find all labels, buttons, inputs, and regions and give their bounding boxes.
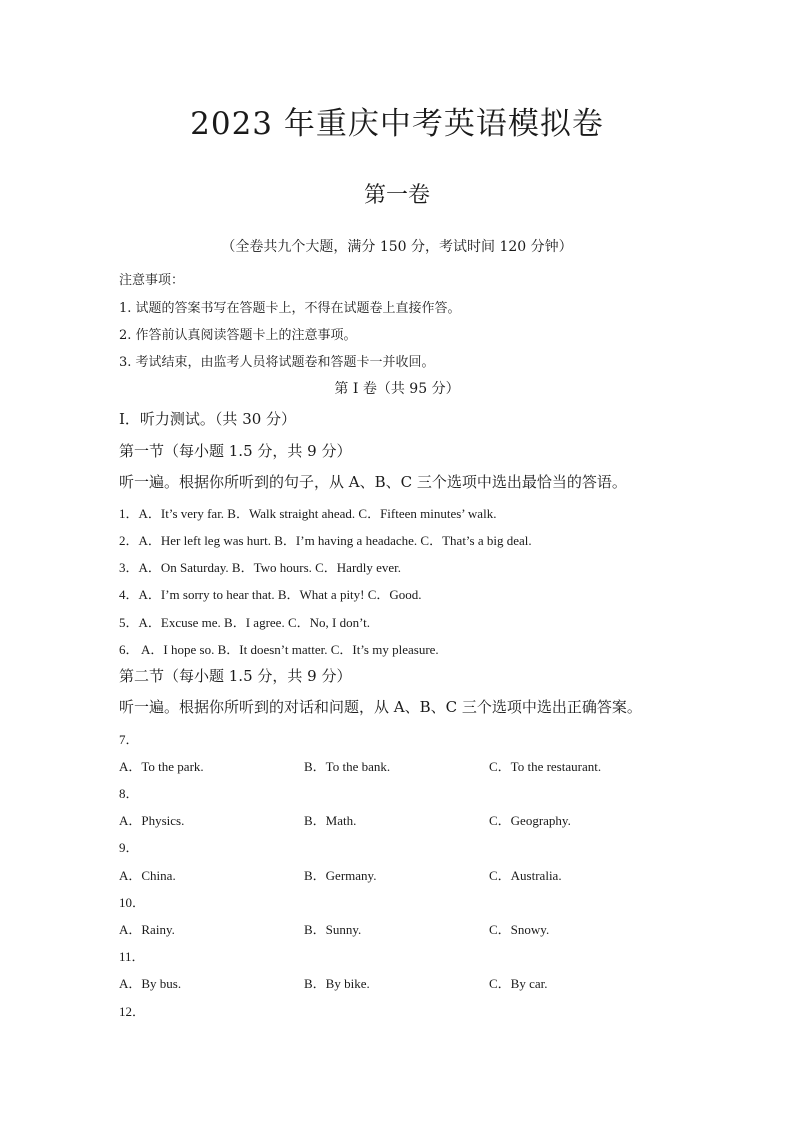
option-b: B．To the bank. [304, 759, 391, 774]
question-number: 9． [119, 840, 139, 855]
option-a: A．To the park. [119, 759, 204, 774]
question-row: 5．A．Excuse me. B．I agree. C．No, I don’t. [119, 615, 371, 630]
note-item: 3. 考试结束，由监考人员将试题卷和答题卡一并收回。 [119, 355, 435, 370]
page-title: 2023 年重庆中考英语模拟卷 [190, 106, 604, 142]
question-row: 4．A．I’m sorry to hear that. B．What a pity! C．Good. [119, 587, 422, 602]
note-item: 2. 作答前认真阅读答题卡上的注意事项。 [119, 328, 357, 343]
notes-heading: 注意事项： [119, 273, 185, 288]
option-b: B．Germany. [304, 868, 377, 883]
option-c: C．Snowy. [489, 922, 550, 937]
question-row: 2．A．Her left leg was hurt. B．I’m having a headache. C．That’s a big deal. [119, 533, 532, 548]
question-number: 7． [119, 732, 139, 747]
sub-section-heading: 第二节（每小题 1.5 分，共 9 分） [119, 667, 352, 685]
option-c: C．By car. [489, 976, 548, 991]
question-number: 11． [119, 949, 145, 964]
option-c: C．To the restaurant. [489, 759, 602, 774]
question-number: 10． [119, 895, 146, 910]
sub-section-instruction: 听一遍。根据你所听到的句子，从 A、B、C 三个选项中选出最恰当的答语。 [119, 473, 627, 491]
question-row: 1．A．It’s very far. B．Walk straight ahead. C．Fifteen minutes’ walk. [119, 506, 497, 521]
sub-section-instruction: 听一遍。根据你所听到的对话和问题，从 A、B、C 三个选项中选出正确答案。 [119, 698, 642, 716]
option-c: C．Geography. [489, 813, 571, 828]
part-title: 第 I 卷（共 95 分） [334, 381, 460, 397]
option-a: A．China. [119, 868, 176, 883]
option-a: A．Physics. [119, 813, 185, 828]
option-b: B．Sunny. [304, 922, 362, 937]
section-title: Ⅰ．听力测试。（共 30 分） [119, 410, 297, 428]
volume-title: 第一卷 [363, 183, 430, 208]
option-b: B．Math. [304, 813, 357, 828]
question-row: 6． A．I hope so. B．It doesn’t matter. C．It’s my pleasure. [119, 642, 439, 657]
question-number: 12． [119, 1004, 146, 1019]
option-c: C．Australia. [489, 868, 562, 883]
option-b: B．By bike. [304, 976, 370, 991]
option-a: A．Rainy. [119, 922, 175, 937]
note-item: 1. 试题的答案书写在答题卡上，不得在试题卷上直接作答。 [119, 301, 461, 316]
question-number: 8． [119, 786, 139, 801]
option-a: A．By bus. [119, 976, 182, 991]
question-row: 3．A．On Saturday. B．Two hours. C．Hardly ever. [119, 560, 402, 575]
exam-info: （全卷共九个大题，满分 150 分，考试时间 120 分钟） [221, 239, 573, 255]
sub-section-heading: 第一节（每小题 1.5 分，共 9 分） [119, 442, 352, 460]
